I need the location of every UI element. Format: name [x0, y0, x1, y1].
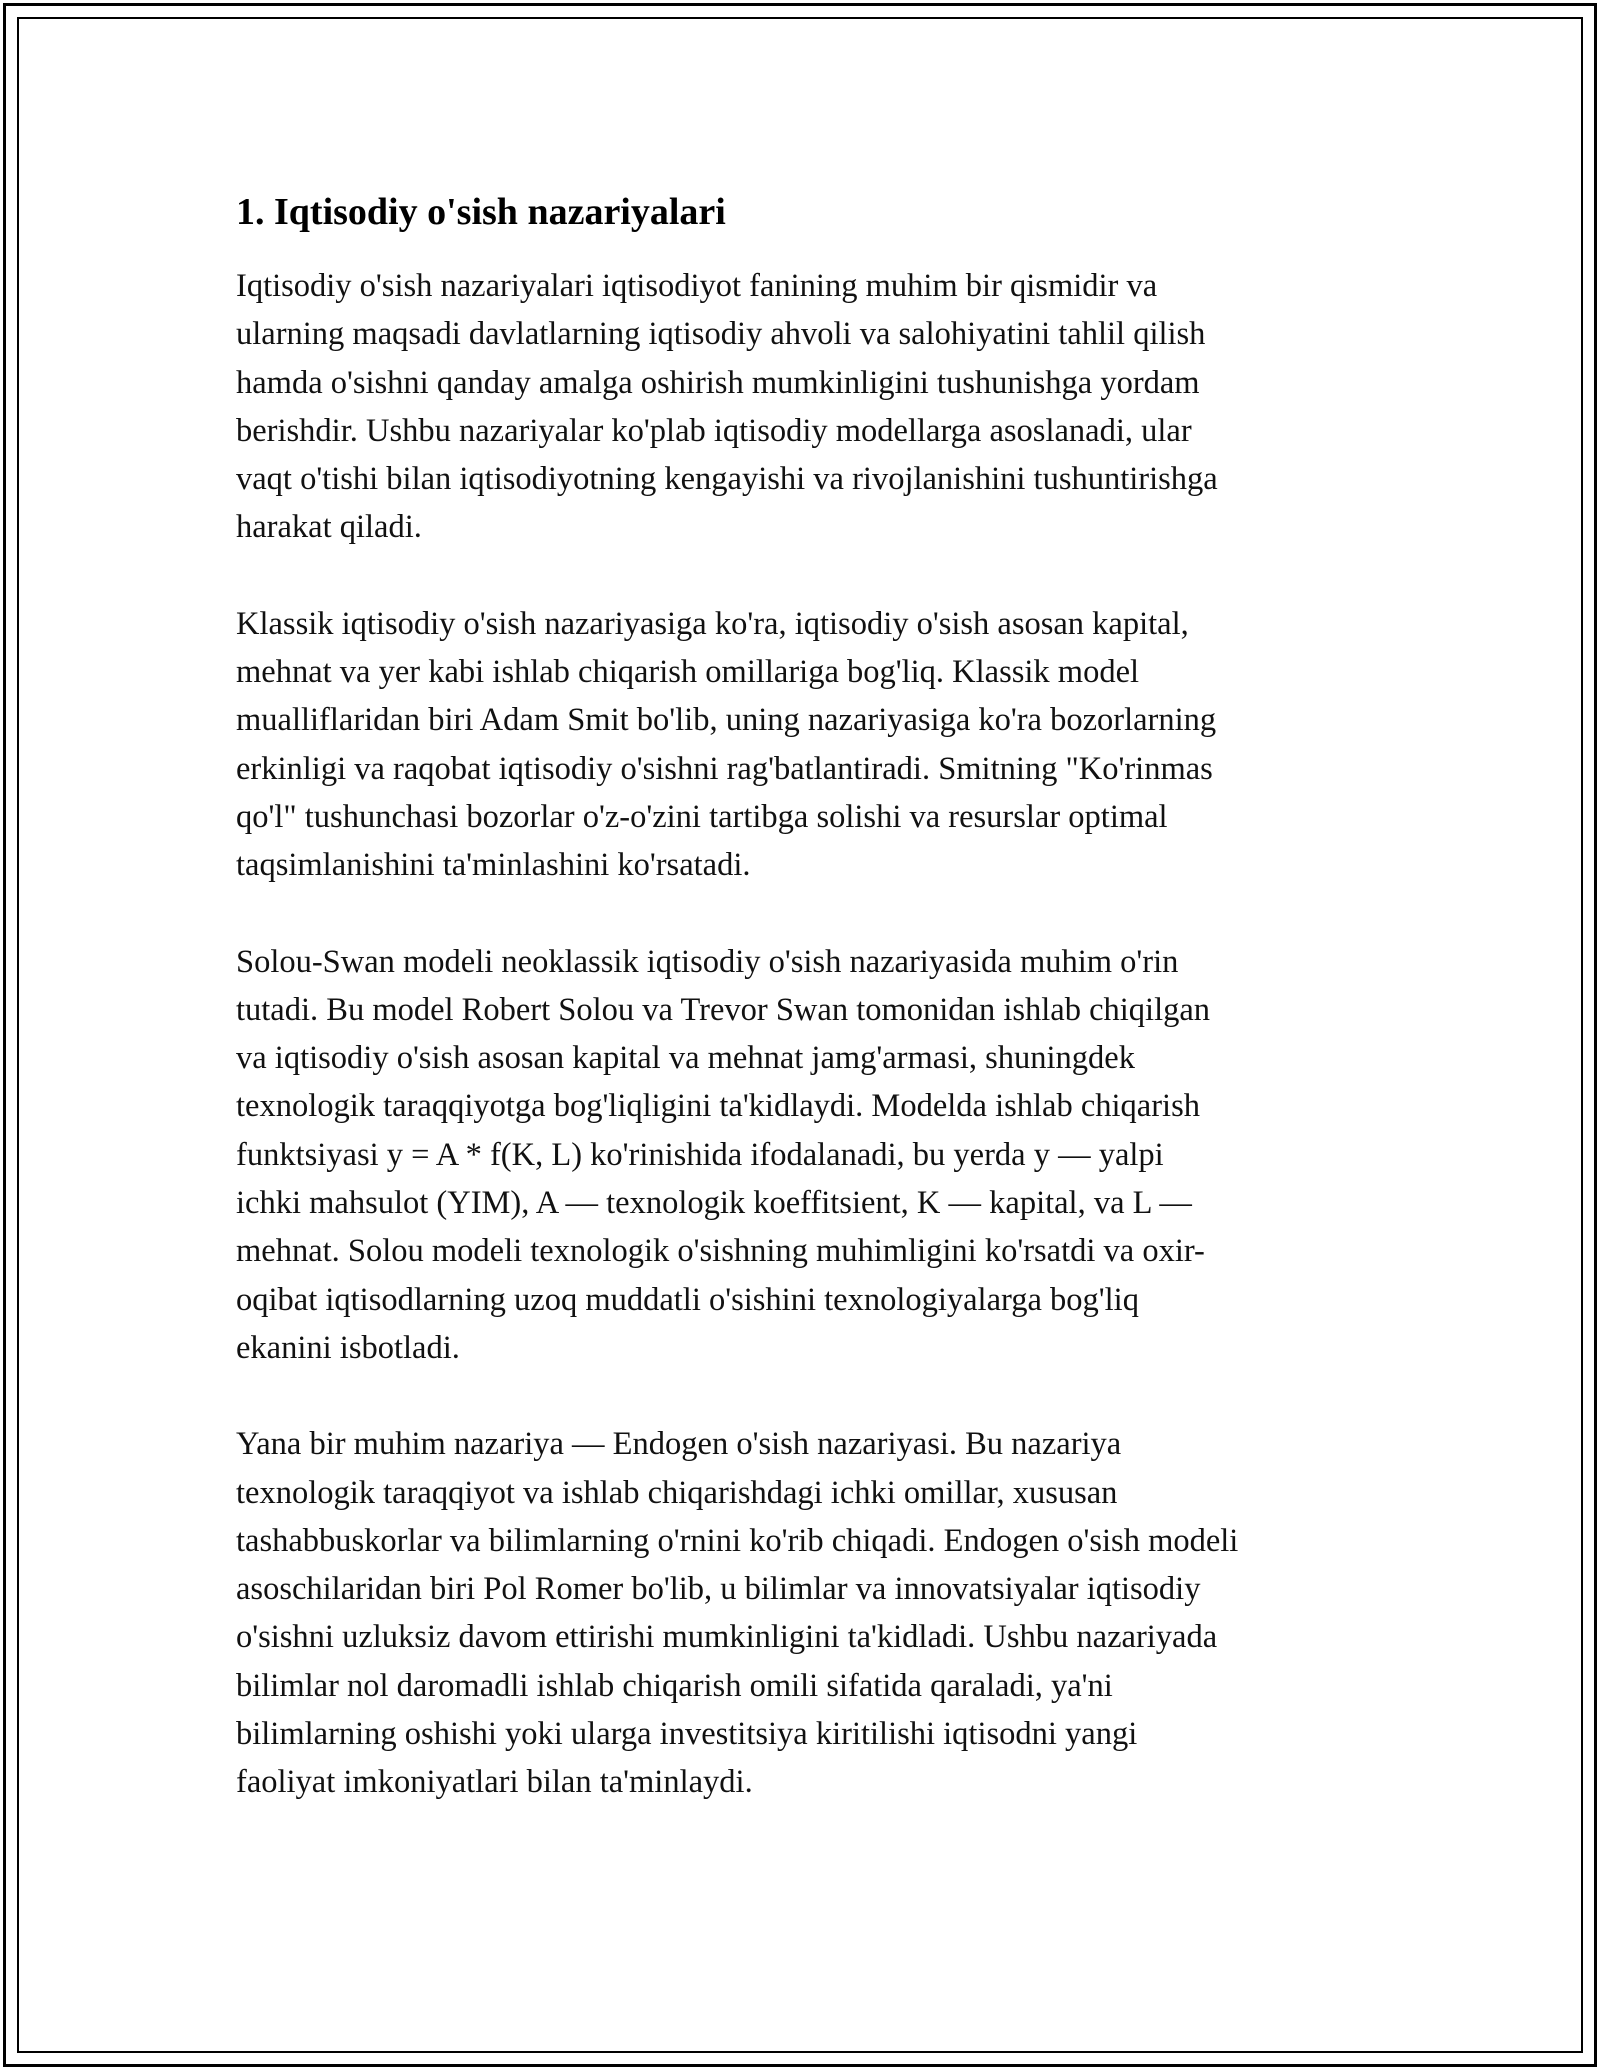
text-line: Iqtisodiy o'sish nazariyalari iqtisodiyot fanining muhim bir qismidir va	[236, 268, 1158, 304]
text-line: ularning maqsadi davlatlarning iqtisodiy ahvoli va salohiyatini tahlil qilish	[236, 316, 1206, 353]
text-line: texnologik taraqqiyotga bog'liqligini ta'kidlaydi. Modelda ishlab chiqarish	[236, 1088, 1200, 1125]
text-line: oqibat iqtisodlarning uzoq muddatli o'sishini texnologiyalarga bog'liq	[236, 1281, 1139, 1318]
text-line: vaqt o'tishi bilan iqtisodiyotning kengayishi va rivojlanishini tushuntirishga	[236, 461, 1218, 498]
text-line: qo'l" tushunchasi bozorlar o'z-o'zini tartibga solishi va resurslar optimal	[236, 798, 1168, 835]
section-heading: 1. Iqtisodiy o'sish nazariyalari	[236, 191, 726, 233]
text-line: mehnat va yer kabi ishlab chiqarish omillariga bog'liq. Klassik model	[236, 654, 1140, 691]
text-line: ekanini isbotladi.	[236, 1329, 460, 1366]
text-line: Solou-Swan modeli neoklassik iqtisodiy o'sish nazariyasida muhim o'rin	[236, 943, 1179, 980]
text-line: bilimlarning oshishi yoki ularga investitsiya kiritilishi iqtisodni yangi	[236, 1716, 1138, 1753]
text-line: taqsimlanishini ta'minlashini ko'rsatadi.	[236, 847, 751, 884]
paragraph-classical	[236, 600, 1386, 890]
text-line: mualliflaridan biri Adam Smit bo'lib, uning nazariyasiga ko'ra bozorlarning	[236, 702, 1217, 739]
text-line: bilimlar nol daromadli ishlab chiqarish omili sifatida qaraladi, ya'ni	[236, 1667, 1113, 1704]
text-line: harakat qiladi.	[236, 509, 422, 546]
text-line: hamda o'sishni qanday amalga oshirish mumkinligini tushunishga yordam	[236, 364, 1200, 401]
text-line: asoschilaridan biri Pol Romer bo'lib, u bilimlar va innovatsiyalar iqtisodiy	[236, 1571, 1201, 1608]
text-line: o'sishni uzluksiz davom ettirishi mumkinligini ta'kidladi. Ushbu nazariyada	[236, 1619, 1218, 1656]
text-line: faoliyat imkoniyatlari bilan ta'minlaydi.	[236, 1764, 753, 1801]
text-line: funktsiyasi y = A * f(K, L) ko'rinishida ifodalanadi, bu yerda y — yalpi	[236, 1136, 1164, 1173]
text-line: erkinligi va raqobat iqtisodiy o'sishni rag'batlantiradi. Smitning "Ko'rinmas	[236, 750, 1213, 787]
text-line: berishdir. Ushbu nazariyalar ko'plab iqtisodiy modellarga asoslanadi, ular	[236, 412, 1192, 449]
text-line: tashabbuskorlar va bilimlarning o'rnini ko'rib chiqadi. Endogen o'sish modeli	[236, 1522, 1239, 1559]
paragraph-solow-swan	[236, 938, 1386, 1373]
paragraph-endogenous	[236, 1420, 1386, 1806]
text-line: Yana bir muhim nazariya — Endogen o'sish nazariyasi. Bu nazariya	[236, 1426, 1122, 1463]
paragraph-intro	[236, 262, 1386, 552]
text-line: Klassik iqtisodiy o'sish nazariyasiga ko'ra, iqtisodiy o'sish asosan kapital,	[236, 605, 1189, 642]
text-line: texnologik taraqqiyot va ishlab chiqarishdagi ichki omillar, xususan	[236, 1474, 1118, 1511]
text-line: tutadi. Bu model Robert Solou va Trevor Swan tomonidan ishlab chiqilgan	[236, 991, 1211, 1028]
document-body	[236, 188, 1386, 1855]
text-line: va iqtisodiy o'sish asosan kapital va mehnat jamg'armasi, shuningdek	[236, 1040, 1135, 1077]
text-line: ichki mahsulot (YIM), A — texnologik koeffitsient, K — kapital, va L —	[236, 1185, 1192, 1222]
text-line: mehnat. Solou modeli texnologik o'sishning muhimligini ko'rsatdi va oxir-	[236, 1233, 1205, 1270]
